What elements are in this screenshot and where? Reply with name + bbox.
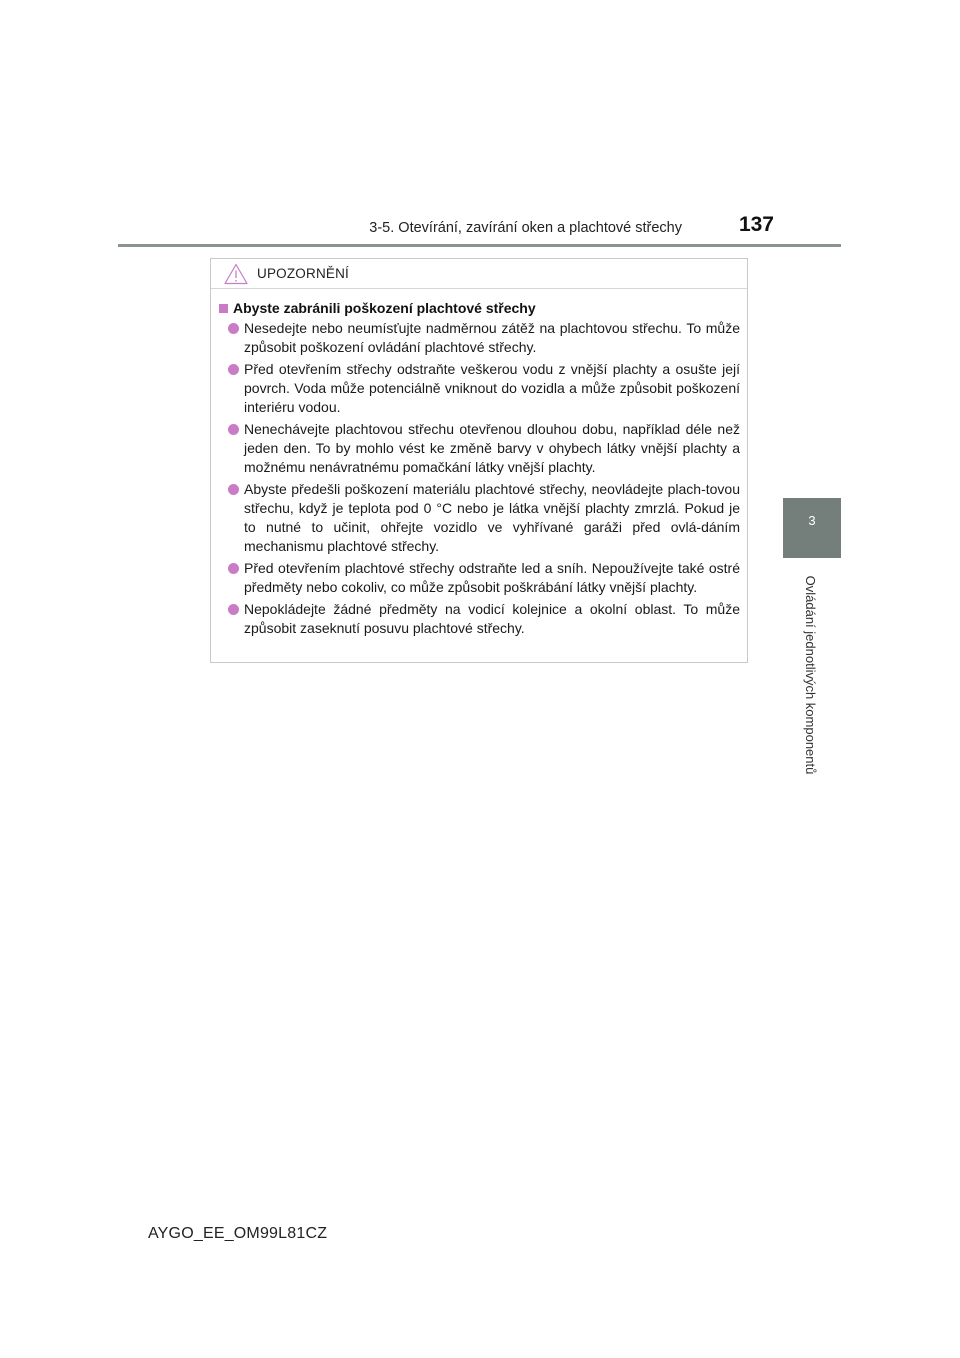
warning-body [211, 289, 747, 638]
chapter-number: 3 [808, 513, 816, 528]
list-item [219, 600, 740, 638]
round-bullet-icon [228, 604, 239, 615]
section-title: 3-5. Otevírání, zavírání oken a plachtové střechy [369, 220, 682, 236]
chapter-tab [783, 498, 841, 558]
round-bullet-icon [228, 484, 239, 495]
round-bullet-icon [228, 323, 239, 334]
chapter-title: Ovládání jednotlivých komponentů [803, 575, 818, 775]
list-item-text: Abyste předešli poškození materiálu plachtové střechy, neovládejte plach-tovou střechu, když je teplota pod 0 °C nebo je látka vnější plachty zmrzlá. Pokud je to nutné to učinit, ohřejte vozidlo ve vyhřívané garáži před ovlá-dáním mechanismu plachtové střechy. [244, 481, 740, 554]
warning-subheading [219, 300, 740, 316]
list-item-text: Nepokládejte žádné předměty na vodicí kolejnice a okolní oblast. To může způsobit zaseknutí posuvu plachtové střechy. [244, 601, 740, 636]
warning-box [210, 258, 748, 663]
round-bullet-icon [228, 424, 239, 435]
list-item-text: Nesedejte nebo neumísťujte nadměrnou zátěž na plachtovou střechu. To může způsobit poškození ovládání plachtové střechy. [244, 320, 740, 355]
round-bullet-icon [228, 563, 239, 574]
warning-subheading-text: Abyste zabránili poškození plachtové střechy [233, 300, 536, 316]
list-item [219, 480, 740, 556]
warning-triangle-icon [224, 263, 248, 285]
warning-header [211, 259, 747, 289]
list-item [219, 319, 740, 357]
list-item [219, 559, 740, 597]
list-item-text: Nenechávejte plachtovou střechu otevřenou dlouhou dobu, například déle než jeden den. To by mohlo vést ke změně barvy v ohybech látky vnější plachty a možnému nenávratnému pomačkání látky vnější plachty. [244, 421, 740, 475]
list-item-text: Před otevřením střechy odstraňte veškerou vodu z vnější plachty a osušte její povrch. Voda může potenciálně vniknout do vozidla a může způsobit poškození interiéru vodou. [244, 361, 740, 415]
page-number: 137 [738, 213, 774, 236]
header-rule [118, 244, 841, 247]
list-item-text: Před otevřením plachtové střechy odstraňte led a sníh. Nepoužívejte také ostré předměty nebo cokoliv, co může způsobit poškrábání látky vnější plachty. [244, 560, 740, 595]
round-bullet-icon [228, 364, 239, 375]
list-item [219, 360, 740, 417]
list-item [219, 420, 740, 477]
document-code: AYGO_EE_OM99L81CZ [148, 1225, 328, 1242]
warning-label: UPOZORNĚNÍ [257, 266, 350, 281]
square-bullet-icon [219, 304, 228, 313]
